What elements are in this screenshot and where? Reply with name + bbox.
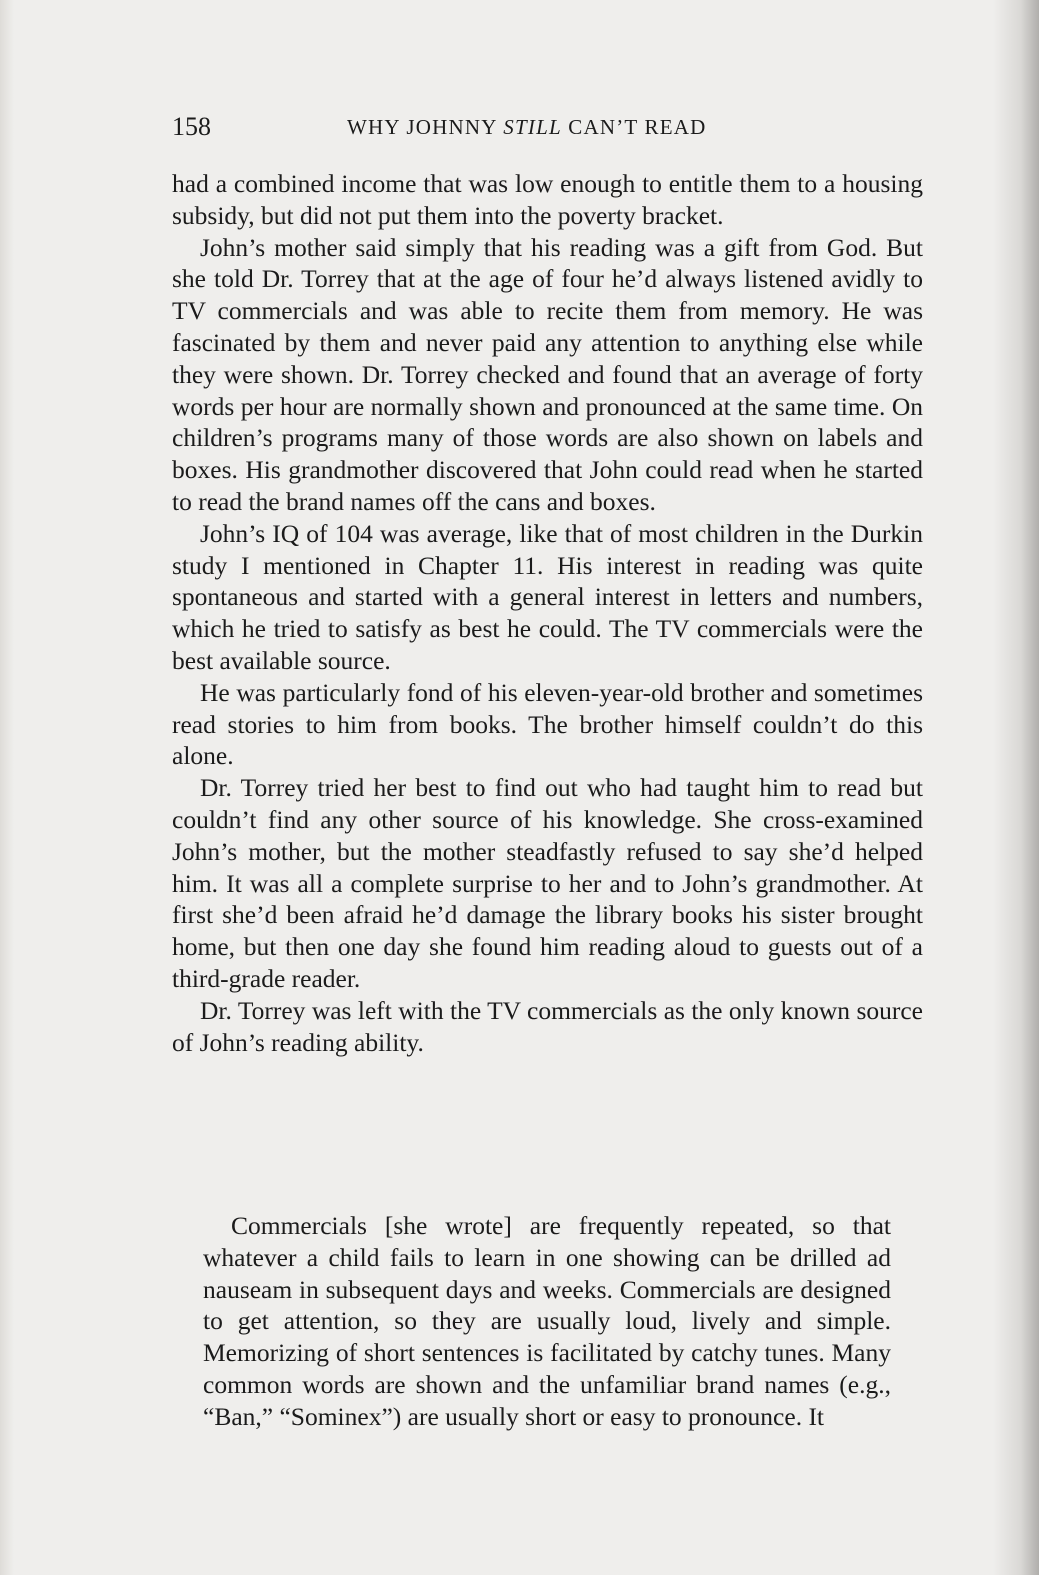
paragraph: He was particularly fond of his eleven-year-old brother and sometimes read stories to him from books. The brother himself couldn’t do this alone. [172,677,923,771]
running-head-title [347,115,706,140]
paragraph-continuation: had a combined income that was low enough to entitle them to a housing subsidy, but did not put them into the poverty bracket. [172,169,923,230]
running-head-title-part2: CAN’T READ [561,115,707,139]
running-head-title-part1: WHY JOHNNY [347,115,504,139]
page-gutter-shadow [993,0,1039,1575]
paragraph: Dr. Torrey tried her best to find out who had taught him to read but couldn’t find any other source of his knowledge. She cross-examined John’s mother, but the mother steadfastly refused to say she’d helped him. It was all a complete surprise to her and to John’s grandmother. At first she’d been afraid he’d damage the library books his sister brought home, but then one day she found him reading aloud to guests out of a third-grade reader. [172,773,923,993]
page-number: 158 [172,112,211,141]
paragraph: John’s IQ of 104 was average, like that of most children in the Durkin study I mentioned in Chapter 11. His interest in reading was quite spontaneous and started with a general interest in letters and numbers, which he tried to satisfy as best he could. The TV commercials were the best available source. [172,518,923,675]
page-left-edge-shading [0,0,14,1575]
paragraph: John’s mother said simply that his reading was a gift from God. But she told Dr. Torrey that at the age of four he’d always listened avidly to TV commercials and was able to recite them from memory. He was fascinated by them and never paid any attention to anything else while they were shown. Dr. Torrey checked and found that an average of forty words per hour are normally shown and pronounced at the same time. On children’s programs many of those words are also shown on labels and boxes. His grandmother discovered that John could read when he started to read the brand names off the cans and boxes. [172,232,923,516]
running-head-title-italic: STILL [503,115,562,139]
paragraph: Dr. Torrey was left with the TV commercials as the only known source of John’s reading ability. [172,995,923,1057]
body-text [172,168,923,1058]
block-quote: Commercials [she wrote] are frequently repeated, so that whatever a child fails to learn in one showing can be drilled ad nauseam in subsequent days and weeks. Commercials are designed to get attention, so they are usually loud, lively and simple. Memorizing of short sentences is facilitated by catchy tunes. Many common words are shown and the unfamiliar brand names (e.g., “Ban,” “Sominex”) are usually short or easy to pronounce. It [203,1211,891,1431]
running-header [172,112,922,152]
